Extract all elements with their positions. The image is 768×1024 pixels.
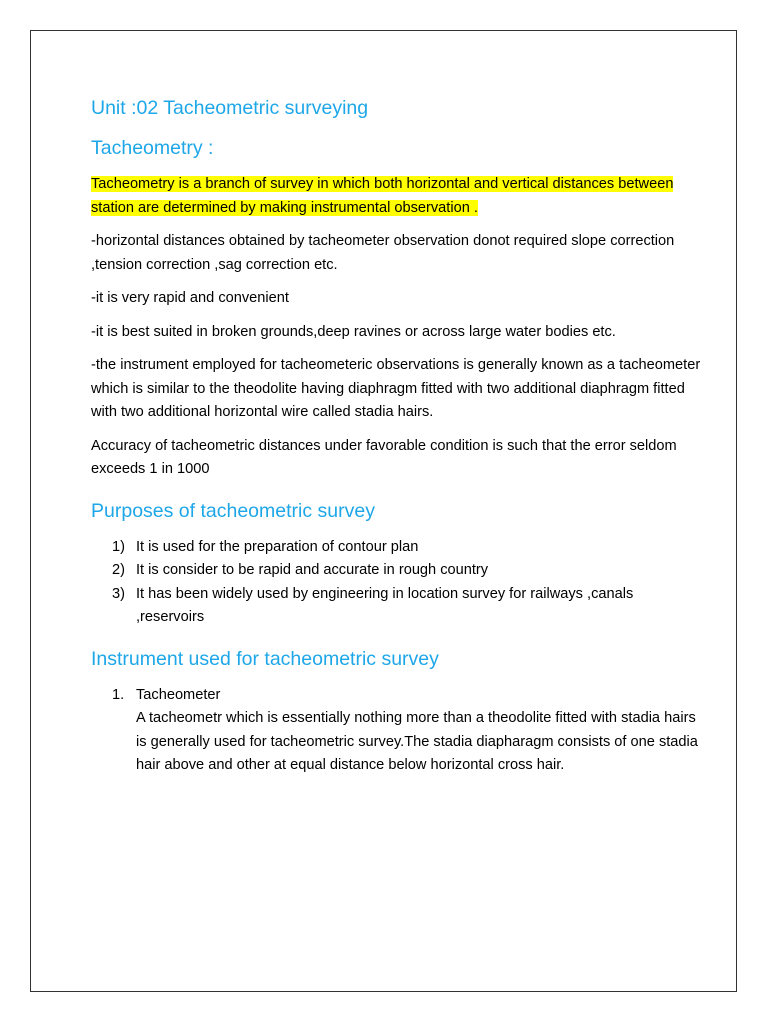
tacheometry-heading: Tacheometry : — [91, 137, 214, 159]
definition-highlight: Tacheometry is a branch of survey in which both horizontal and vertical distances between station are determined by making instrumental observation . — [91, 176, 674, 216]
list-item — [91, 583, 701, 630]
instrument-list — [91, 684, 701, 778]
list-item — [91, 559, 701, 583]
list-number: 1. — [112, 686, 125, 703]
paragraph-instrument: -the instrument employed for tacheometeric observations is generally known as a tacheometer which is similar to the theodolite having diaphragm fitted with two additional diaphragm fitted with two additional horizontal wire called stadia hairs. — [91, 357, 701, 420]
document-page — [30, 30, 737, 992]
instrument-title: Tacheometer — [136, 686, 221, 703]
list-item — [91, 536, 701, 560]
list-text: It is used for the preparation of contour plan — [136, 538, 419, 555]
purposes-heading: Purposes of tacheometric survey — [91, 499, 375, 522]
list-number: 2) — [112, 562, 125, 578]
paragraph-broken-grounds: -it is best suited in broken grounds,deep ravines or across large water bodies etc. — [91, 323, 616, 340]
list-text: It is consider to be rapid and accurate in rough country — [136, 562, 489, 578]
unit-title: Unit :02 Tacheometric surveying — [91, 97, 369, 119]
paragraph-rapid: -it is very rapid and convenient — [91, 290, 289, 306]
paragraph-accuracy: Accuracy of tacheometric distances under favorable condition is such that the error seldom exceeds 1 in 1000 — [91, 437, 677, 477]
list-number: 1) — [112, 538, 125, 555]
instrument-description: A tacheometr which is essentially nothing more than a theodolite fitted with stadia hairs is generally used for tacheometric survey.The stadia diapharagm consists of one stadia hair above and other at equal distance below horizontal cross hair. — [136, 710, 698, 773]
list-text: It has been widely used by engineering in location survey for railways ,canals ,reservoirs — [136, 585, 634, 625]
list-item — [91, 684, 701, 778]
purposes-list — [91, 536, 701, 630]
definition-paragraph — [91, 173, 701, 220]
list-number: 3) — [112, 585, 125, 602]
document-content — [91, 95, 701, 778]
instrument-heading: Instrument used for tacheometric survey — [91, 647, 439, 670]
paragraph-slope-correction: -horizontal distances obtained by tacheometer observation donot required slope correction ,tension correction ,sag correction etc. — [91, 233, 675, 273]
